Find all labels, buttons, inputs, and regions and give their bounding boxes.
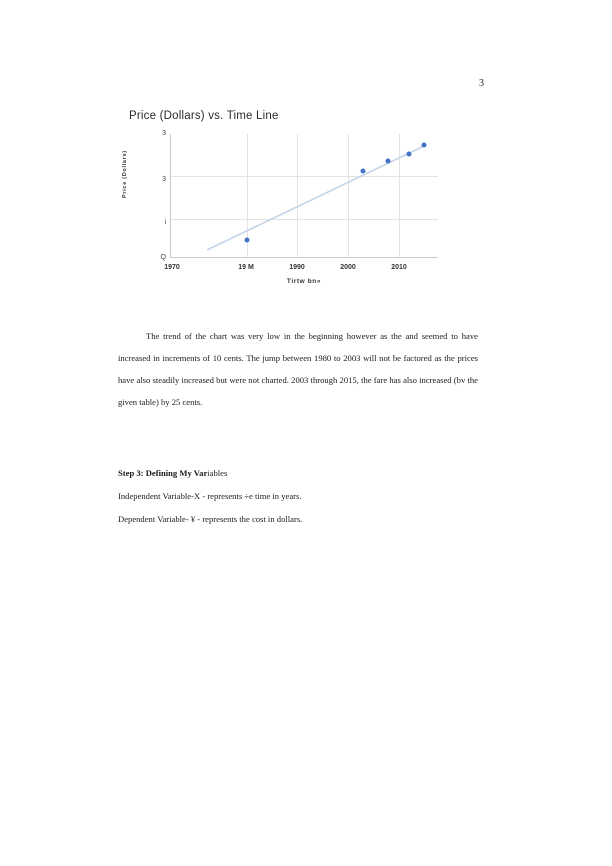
chart-x-tick-label: 1970: [164, 264, 180, 271]
chart-x-tick-label: 19 M: [238, 264, 254, 271]
chart-plot: [170, 134, 438, 258]
section-heading-tail: iables: [207, 468, 228, 478]
section-block: [118, 462, 478, 531]
section-line: Independent Variable-X - represents ÷e time in years.: [118, 491, 302, 501]
section-heading: [118, 462, 478, 485]
chart-area: [122, 128, 446, 285]
data-point: [422, 143, 427, 148]
chart-x-tick-label: 2010: [391, 264, 407, 271]
chart-x-tick-label: 1990: [289, 264, 305, 271]
chart-y-tick-label: 3: [162, 176, 166, 183]
chart-y-axis-title: Price (Dollars): [122, 150, 128, 198]
chart-container: [122, 110, 468, 310]
chart-x-tick-label: 2000: [340, 264, 356, 271]
chart-title: Price (Dollars) vs. Time Line: [129, 110, 279, 122]
chart-y-tick-label: Q: [160, 254, 166, 261]
chart-y-tick-label: i: [164, 219, 166, 226]
body-paragraph-block: [118, 325, 478, 413]
chart-trend-line: [171, 134, 439, 258]
page-number: 3: [479, 78, 484, 89]
chart-y-tick-label: 3: [162, 130, 166, 137]
data-point: [407, 152, 412, 157]
data-point: [361, 169, 366, 174]
section-line: Dependent Variable- ¥ - represents the cost in dollars.: [118, 514, 303, 524]
chart-x-axis-title: Tirtw bn»: [286, 278, 322, 285]
data-point: [386, 159, 391, 164]
section-heading-bold: Step 3: Defining My Var: [118, 468, 208, 478]
data-point: [245, 238, 250, 243]
body-paragraph: The trend of the chart was very low in the beginning however as the and seemed to have increased in increments of 10 cents. The jump between 1980 to 2003 will not be factored as the prices have also steadily increased but were not charted. 2003 through 2015, the fare has also increased (bv the given table) by 25 cents.: [118, 331, 478, 407]
